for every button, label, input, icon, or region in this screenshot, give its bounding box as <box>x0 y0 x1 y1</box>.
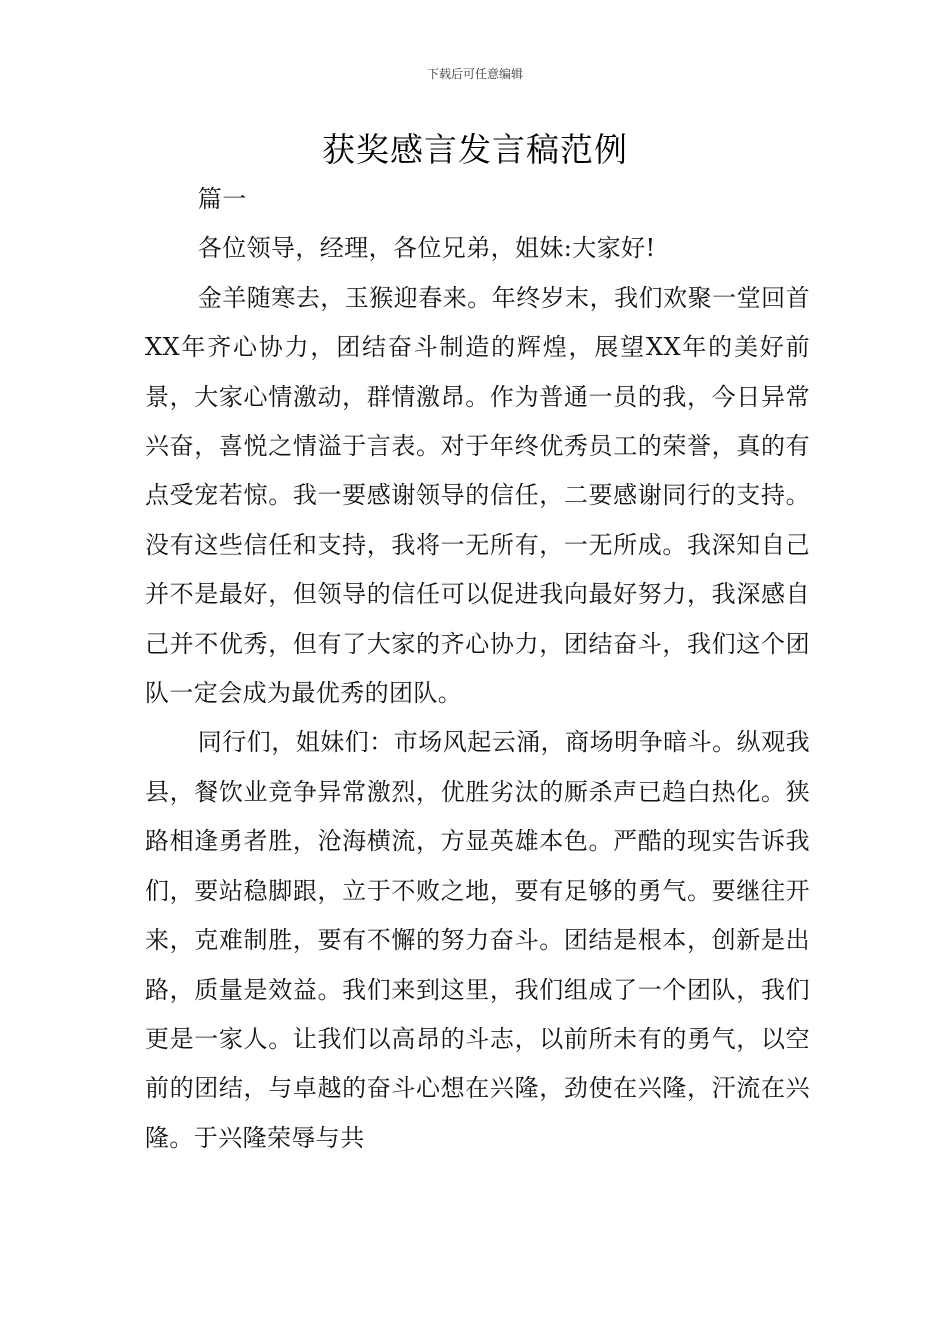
body-paragraph-2: 同行们，姐妹们：市场风起云涌，商场明争暗斗。纵观我县，餐饮业竞争异常激烈，优胜劣汰的厮杀声已趋白热化。狭路相逢勇者胜，沧海横流，方显英雄本色。严酷的现实告诉我们，要站稳脚跟，立于不败之地，要有足够的勇气。要继往开来，克难制胜，要有不懈的努力奋斗。团结是根本，创新是出路，质量是效益。我们来到这里，我们组成了一个团队，我们更是一家人。让我们以高昂的斗志，以前所未有的勇气，以空前的团结，与卓越的奋斗心想在兴隆，劲使在兴隆，汗流在兴隆。于兴隆荣辱与共 <box>145 728 810 1152</box>
greeting-paragraph: 各位领导，经理，各位兄弟，姐妹:大家好! <box>197 234 656 263</box>
document-title: 获奖感言发言稿范例 <box>322 130 628 169</box>
header-note: 下载后可任意编辑 <box>426 67 523 81</box>
body-paragraph-1: 金羊随寒去，玉猴迎春来。年终岁末，我们欢聚一堂回首XX年齐心协力，团结奋斗制造的辉煌，展望XX年的美好前景，大家心情激动，群情激昂。作为普通一员的我，今日异常兴奋，喜悦之情溢于言表。对于年终优秀员工的荣誉，真的有点受宠若惊。我一要感谢领导的信任，二要感谢同行的支持。没有这些信任和支持，我将一无所有，一无所成。我深知自己并不是最好，但领导的信任可以促进我向最好努力，我深感自己并不优秀，但有了大家的齐心协力，团结奋斗，我们这个团队一定会成为最优秀的团队。 <box>145 283 810 708</box>
document-body <box>145 175 810 1163</box>
section-label: 篇一 <box>197 185 247 213</box>
